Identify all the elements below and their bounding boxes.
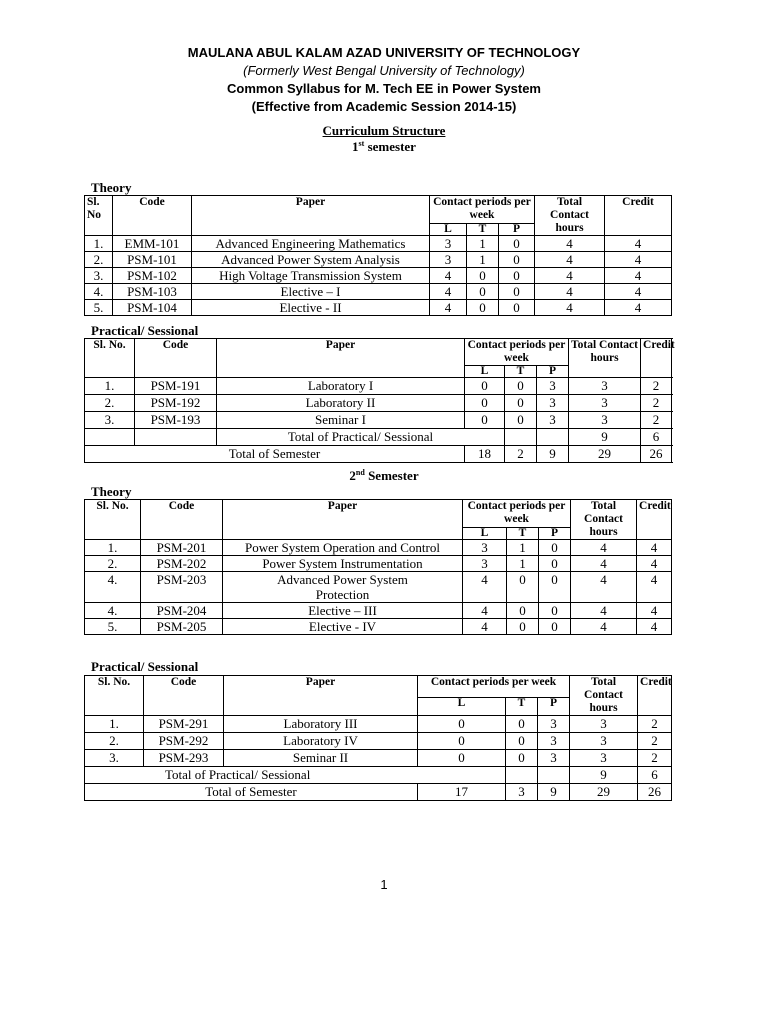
table-row <box>85 236 672 252</box>
university-name: MAULANA ABUL KALAM AZAD UNIVERSITY OF TECHNOLOGY <box>187 45 581 60</box>
cell-l: 3 <box>430 236 467 252</box>
cell-l: 3 <box>463 556 507 572</box>
cell-p: 3 <box>537 378 569 395</box>
cell-sl: 3. <box>85 412 135 429</box>
document-header <box>0 44 768 116</box>
cell-code: PSM-201 <box>141 540 223 556</box>
cell-p: 3 <box>537 412 569 429</box>
cell-paper: Elective – III <box>223 603 463 619</box>
cell-code: PSM-203 <box>141 572 223 603</box>
cell-paper: Elective - II <box>192 300 430 316</box>
header-contact: Contact periods per week <box>418 676 570 698</box>
cell-t: 1 <box>467 236 499 252</box>
cell-t: 3 <box>506 784 538 801</box>
header-l: L <box>463 527 507 539</box>
sem2-theory-label: Theory <box>91 484 132 499</box>
cell-t: 0 <box>467 300 499 316</box>
header-sl: Sl. No. <box>85 339 135 378</box>
cell-t: 0 <box>506 716 538 733</box>
cell-paper: Advanced Power System Analysis <box>192 252 430 268</box>
cell-paper: Laboratory IV <box>224 733 418 750</box>
cell-code: PSM-202 <box>141 556 223 572</box>
total-practical-label: Total of Practical/ Sessional <box>85 767 506 784</box>
cell-p: 3 <box>538 750 570 767</box>
total-semester-row <box>85 784 672 801</box>
cell-l: 0 <box>418 750 506 767</box>
cell-credit: 4 <box>605 284 672 300</box>
cell-t: 1 <box>467 252 499 268</box>
cell-credit: 6 <box>638 767 672 784</box>
cell-p: 0 <box>499 300 535 316</box>
cell-p: 0 <box>539 619 571 635</box>
cell-code: PSM-193 <box>135 412 217 429</box>
cell-t: 0 <box>467 268 499 284</box>
cell-t: 2 <box>505 446 537 463</box>
header-total: Total Contact hours <box>569 339 641 378</box>
header-credit: Credit <box>638 676 672 716</box>
header-contact: Contact periods per week <box>463 500 571 528</box>
cell-paper: Power System Operation and Control <box>223 540 463 556</box>
header-paper: Paper <box>217 339 465 378</box>
cell-credit: 4 <box>605 300 672 316</box>
header-l: L <box>418 697 506 715</box>
cell-sl: 5. <box>85 300 113 316</box>
cell-l: 17 <box>418 784 506 801</box>
cell-sl: 2. <box>85 556 141 572</box>
cell-empty <box>506 767 538 784</box>
cell-code: PSM-192 <box>135 395 217 412</box>
cell-paper: Seminar I <box>217 412 465 429</box>
cell-t: 0 <box>505 378 537 395</box>
cell-total: 3 <box>569 412 641 429</box>
header-p: P <box>538 697 570 715</box>
sem2-practical-label: Practical/ Sessional <box>91 659 199 674</box>
table-row <box>85 603 672 619</box>
header-paper: Paper <box>224 676 418 716</box>
table-row <box>85 378 672 395</box>
table-header-row <box>85 339 672 366</box>
cell-sl: 2. <box>85 252 113 268</box>
cell-credit: 2 <box>641 395 672 412</box>
cell-t: 1 <box>507 540 539 556</box>
header-p: P <box>499 223 535 235</box>
cell-total: 4 <box>535 300 605 316</box>
cell-code: PSM-191 <box>135 378 217 395</box>
cell-l: 0 <box>418 716 506 733</box>
cell-credit: 4 <box>637 572 672 603</box>
page-number: 1 <box>380 877 388 892</box>
sem1-theory-table <box>84 195 672 316</box>
cell-l: 4 <box>463 572 507 603</box>
cell-l: 3 <box>430 252 467 268</box>
header-code: Code <box>144 676 224 716</box>
cell-total: 4 <box>571 603 637 619</box>
cell-sl: 1. <box>85 716 144 733</box>
semester-1-heading: 1st semester <box>352 139 416 154</box>
cell-paper: Seminar II <box>224 750 418 767</box>
cell-t: 0 <box>506 750 538 767</box>
header-total: Total Contact hours <box>535 196 605 236</box>
cell-paper: Power System Instrumentation <box>223 556 463 572</box>
cell-sl: 4. <box>85 572 141 603</box>
cell-t: 0 <box>505 395 537 412</box>
cell-credit: 2 <box>641 412 672 429</box>
header-total: Total Contact hours <box>570 676 638 716</box>
cell-paper: Elective – I <box>192 284 430 300</box>
cell-t: 0 <box>507 603 539 619</box>
header-t: T <box>507 527 539 539</box>
header-p: P <box>539 527 571 539</box>
cell-l: 4 <box>463 603 507 619</box>
cell-empty <box>537 429 569 446</box>
cell-paper: Laboratory II <box>217 395 465 412</box>
cell-l: 3 <box>463 540 507 556</box>
cell-credit: 4 <box>605 268 672 284</box>
cell-p: 3 <box>538 716 570 733</box>
cell-credit: 2 <box>638 750 672 767</box>
cell-total: 29 <box>569 446 641 463</box>
cell-total: 3 <box>569 395 641 412</box>
effective-session: (Effective from Academic Session 2014-15) <box>251 99 517 114</box>
header-code: Code <box>113 196 192 236</box>
cell-p: 9 <box>537 446 569 463</box>
table-header-row <box>85 676 672 698</box>
cell-total: 4 <box>535 268 605 284</box>
cell-total: 3 <box>570 716 638 733</box>
cell-sl: 4. <box>85 284 113 300</box>
cell-l: 4 <box>430 284 467 300</box>
cell-total: 9 <box>569 429 641 446</box>
table-header-row <box>85 500 672 528</box>
total-practical-row <box>85 767 672 784</box>
cell-credit: 6 <box>641 429 672 446</box>
cell-credit: 4 <box>605 236 672 252</box>
header-credit: Credit <box>637 500 672 540</box>
sem1-practical-table <box>84 338 675 463</box>
sem1-theory-label: Theory <box>91 180 132 195</box>
header-t: T <box>505 366 537 378</box>
cell-credit: 4 <box>637 603 672 619</box>
cell-code: PSM-292 <box>144 733 224 750</box>
table-row <box>85 540 672 556</box>
header-credit: Credit <box>605 196 672 236</box>
cell-code: PSM-204 <box>141 603 223 619</box>
cell-total: 29 <box>570 784 638 801</box>
cell-sl: 3. <box>85 750 144 767</box>
cell-total: 4 <box>535 236 605 252</box>
cell-t: 0 <box>505 412 537 429</box>
cell-total: 4 <box>535 252 605 268</box>
table-row <box>85 300 672 316</box>
header-sl: Sl. No <box>85 196 113 236</box>
cell-l: 0 <box>465 395 505 412</box>
total-semester-label: Total of Semester <box>85 446 465 463</box>
cell-total: 4 <box>571 572 637 603</box>
table-row <box>85 284 672 300</box>
cell-paper: Advanced Engineering Mathematics <box>192 236 430 252</box>
total-semester-label: Total of Semester <box>85 784 418 801</box>
curriculum-title: Curriculum Structure <box>322 123 446 138</box>
cell-sl: 1. <box>85 378 135 395</box>
cell-sl: 1. <box>85 540 141 556</box>
table-row <box>85 412 672 429</box>
cell-t: 0 <box>506 733 538 750</box>
cell-p: 0 <box>539 556 571 572</box>
table-header-row <box>85 196 672 224</box>
cell-sl: 5. <box>85 619 141 635</box>
header-total: Total Contact hours <box>571 500 637 540</box>
cell-l: 0 <box>465 412 505 429</box>
sem1-practical-label: Practical/ Sessional <box>91 323 199 338</box>
cell-l: 4 <box>430 300 467 316</box>
cell-code: PSM-102 <box>113 268 192 284</box>
cell-l: 18 <box>465 446 505 463</box>
cell-paper: Elective - IV <box>223 619 463 635</box>
total-practical-row <box>85 429 672 446</box>
cell-t: 0 <box>467 284 499 300</box>
table-row <box>85 268 672 284</box>
cell-p: 3 <box>537 395 569 412</box>
total-practical-label: Total of Practical/ Sessional <box>217 429 505 446</box>
cell-l: 0 <box>418 733 506 750</box>
cell-l: 4 <box>430 268 467 284</box>
sem2-practical-table <box>84 675 672 801</box>
cell-p: 0 <box>539 540 571 556</box>
table-row <box>85 395 672 412</box>
header-t: T <box>467 223 499 235</box>
header-l: L <box>430 223 467 235</box>
cell-code: PSM-293 <box>144 750 224 767</box>
cell-credit: 4 <box>605 252 672 268</box>
table-row <box>85 556 672 572</box>
header-sl: Sl. No. <box>85 500 141 540</box>
cell-t: 0 <box>507 572 539 603</box>
cell-sl: 1. <box>85 236 113 252</box>
cell-credit: 4 <box>637 619 672 635</box>
cell-p: 0 <box>499 284 535 300</box>
former-name: (Formerly West Bengal University of Technology) <box>243 63 525 78</box>
cell-total: 4 <box>571 619 637 635</box>
header-code: Code <box>141 500 223 540</box>
header-paper: Paper <box>223 500 463 540</box>
cell-t: 0 <box>507 619 539 635</box>
semester-2-heading: 2nd Semester <box>349 468 419 483</box>
header-credit: Credit <box>641 339 672 378</box>
cell-total: 4 <box>535 284 605 300</box>
cell-empty <box>135 429 217 446</box>
cell-credit: 26 <box>641 446 672 463</box>
header-p: P <box>537 366 569 378</box>
table-row <box>85 572 672 603</box>
header-contact: Contact periods per week <box>430 196 535 224</box>
cell-p: 0 <box>499 236 535 252</box>
cell-paper: Laboratory I <box>217 378 465 395</box>
table-row <box>85 619 672 635</box>
cell-credit: 2 <box>638 733 672 750</box>
table-row <box>85 716 672 733</box>
cell-credit: 26 <box>638 784 672 801</box>
cell-code: PSM-103 <box>113 284 192 300</box>
cell-code: PSM-291 <box>144 716 224 733</box>
cell-sl: 4. <box>85 603 141 619</box>
cell-t: 1 <box>507 556 539 572</box>
cell-p: 9 <box>538 784 570 801</box>
cell-credit: 2 <box>638 716 672 733</box>
cell-p: 0 <box>499 268 535 284</box>
header-t: T <box>506 697 538 715</box>
cell-p: 3 <box>538 733 570 750</box>
header-l: L <box>465 366 505 378</box>
header-code: Code <box>135 339 217 378</box>
cell-l: 4 <box>463 619 507 635</box>
cell-code: PSM-104 <box>113 300 192 316</box>
cell-code: PSM-101 <box>113 252 192 268</box>
cell-code: PSM-205 <box>141 619 223 635</box>
cell-paper: Advanced Power System Protection <box>223 572 463 603</box>
cell-p: 0 <box>499 252 535 268</box>
cell-total: 9 <box>570 767 638 784</box>
table-row <box>85 252 672 268</box>
cell-credit: 2 <box>641 378 672 395</box>
cell-empty <box>505 429 537 446</box>
cell-empty <box>85 429 135 446</box>
cell-l: 0 <box>465 378 505 395</box>
cell-total: 3 <box>570 733 638 750</box>
cell-total: 4 <box>571 540 637 556</box>
cell-paper: High Voltage Transmission System <box>192 268 430 284</box>
sem2-theory-table <box>84 499 672 635</box>
header-paper: Paper <box>192 196 430 236</box>
header-sl: Sl. No. <box>85 676 144 716</box>
table-row <box>85 733 672 750</box>
cell-p: 0 <box>539 572 571 603</box>
cell-total: 3 <box>570 750 638 767</box>
cell-empty <box>538 767 570 784</box>
total-semester-row <box>85 446 672 463</box>
cell-paper: Laboratory III <box>224 716 418 733</box>
cell-credit: 4 <box>637 556 672 572</box>
cell-credit: 4 <box>637 540 672 556</box>
table-row <box>85 750 672 767</box>
syllabus-title: Common Syllabus for M. Tech EE in Power System <box>227 81 541 96</box>
cell-total: 3 <box>569 378 641 395</box>
cell-sl: 3. <box>85 268 113 284</box>
cell-sl: 2. <box>85 733 144 750</box>
header-contact: Contact periods per week <box>465 339 569 366</box>
cell-sl: 2. <box>85 395 135 412</box>
cell-total: 4 <box>571 556 637 572</box>
cell-p: 0 <box>539 603 571 619</box>
cell-code: EMM-101 <box>113 236 192 252</box>
